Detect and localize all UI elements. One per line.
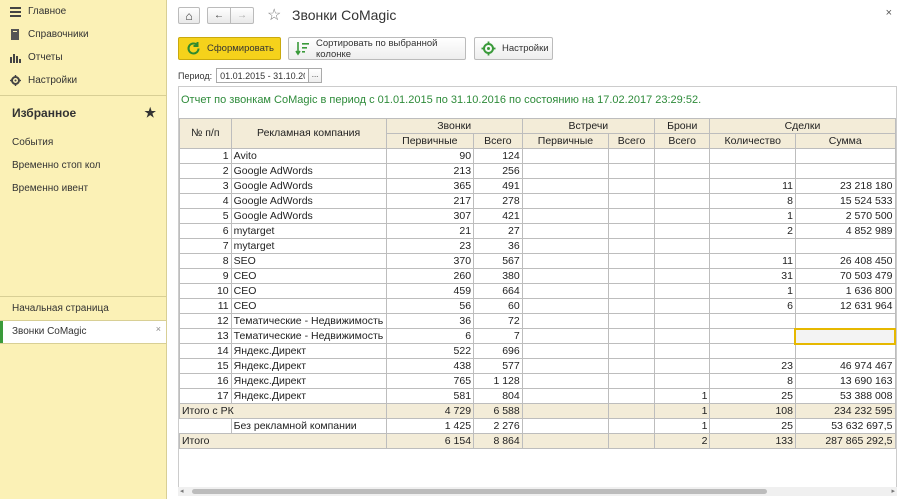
cell[interactable] bbox=[654, 374, 710, 389]
cell[interactable]: 70 503 479 bbox=[795, 269, 895, 284]
cell[interactable]: 1 bbox=[710, 284, 796, 299]
row-number[interactable]: 6 bbox=[180, 224, 232, 239]
row-number[interactable]: 16 bbox=[180, 374, 232, 389]
row-number[interactable]: 2 bbox=[180, 164, 232, 179]
sort-icon bbox=[295, 41, 310, 57]
cell[interactable]: 133 bbox=[710, 434, 796, 449]
favorite-item[interactable]: События bbox=[12, 137, 54, 148]
report-area[interactable] bbox=[178, 86, 897, 496]
table-row[interactable] bbox=[180, 284, 896, 299]
cell[interactable] bbox=[609, 254, 655, 269]
nav-item-label: Справочники bbox=[28, 29, 89, 40]
campaign-name[interactable]: Тематические - Недвижимость bbox=[231, 329, 386, 344]
cell[interactable]: 36 bbox=[474, 239, 523, 254]
cell[interactable] bbox=[654, 194, 710, 209]
header-meetings-total[interactable]: Всего bbox=[609, 134, 655, 149]
no-campaign-label: Без рекламной компании bbox=[231, 419, 386, 434]
open-window-label: Начальная страница bbox=[12, 303, 109, 314]
report-table bbox=[179, 118, 896, 449]
cell[interactable] bbox=[609, 269, 655, 284]
cell[interactable]: 2 276 bbox=[474, 419, 523, 434]
table-row[interactable] bbox=[180, 224, 896, 239]
nav-item-label: Главное bbox=[28, 6, 67, 17]
row-number[interactable]: 3 bbox=[180, 179, 232, 194]
cell[interactable]: 4 852 989 bbox=[795, 224, 895, 239]
cell[interactable]: 60 bbox=[474, 299, 523, 314]
cell[interactable] bbox=[522, 269, 608, 284]
cell[interactable] bbox=[522, 344, 608, 359]
cell[interactable] bbox=[795, 149, 895, 164]
forward-icon: → bbox=[237, 10, 247, 21]
cell[interactable]: 23 bbox=[386, 239, 473, 254]
cell[interactable]: 1 bbox=[654, 419, 710, 434]
period-row bbox=[178, 68, 322, 83]
nav-item-settings[interactable] bbox=[0, 69, 166, 92]
cell[interactable]: 15 524 533 bbox=[795, 194, 895, 209]
cell[interactable]: 23 218 180 bbox=[795, 179, 895, 194]
table-row[interactable] bbox=[180, 374, 896, 389]
nav-item-label: Отчеты bbox=[28, 52, 63, 63]
campaign-name[interactable]: Яндекс.Директ bbox=[231, 389, 386, 404]
cell[interactable]: 6 154 bbox=[386, 434, 473, 449]
cell[interactable] bbox=[654, 314, 710, 329]
cell[interactable] bbox=[654, 344, 710, 359]
cell[interactable] bbox=[710, 239, 796, 254]
cell[interactable]: 46 974 467 bbox=[795, 359, 895, 374]
cell[interactable] bbox=[795, 164, 895, 179]
cell[interactable] bbox=[654, 254, 710, 269]
cell[interactable]: 421 bbox=[474, 209, 523, 224]
sidebar-divider bbox=[0, 343, 166, 344]
table-row[interactable] bbox=[180, 254, 896, 269]
cell[interactable]: 6 bbox=[386, 329, 473, 344]
table-row[interactable] bbox=[180, 344, 896, 359]
open-window-comagic[interactable] bbox=[0, 321, 166, 343]
cell[interactable] bbox=[609, 389, 655, 404]
cell[interactable]: 577 bbox=[474, 359, 523, 374]
nav-item-main[interactable] bbox=[0, 0, 166, 23]
cell[interactable] bbox=[609, 224, 655, 239]
cell[interactable] bbox=[522, 329, 608, 344]
campaign-name[interactable]: Яндекс.Директ bbox=[231, 359, 386, 374]
cell[interactable]: 380 bbox=[474, 269, 523, 284]
table-row[interactable] bbox=[180, 269, 896, 284]
cell[interactable]: 56 bbox=[386, 299, 473, 314]
cell[interactable] bbox=[609, 404, 655, 419]
campaign-name[interactable]: Google AdWords bbox=[231, 194, 386, 209]
open-window-label: Звонки CoMagic bbox=[12, 326, 87, 337]
cell[interactable] bbox=[609, 434, 655, 449]
table-row[interactable] bbox=[180, 314, 896, 329]
campaign-name[interactable]: Тематические - Недвижимость bbox=[231, 314, 386, 329]
cell[interactable] bbox=[609, 329, 655, 344]
campaign-name[interactable]: mytarget bbox=[231, 239, 386, 254]
header-meetings-primary[interactable]: Первичные bbox=[522, 134, 608, 149]
favorite-item[interactable]: Временно ивент bbox=[12, 183, 89, 194]
cell[interactable]: 287 865 292,5 bbox=[795, 434, 895, 449]
cell[interactable]: 1 bbox=[654, 404, 710, 419]
cell[interactable]: 36 bbox=[386, 314, 473, 329]
book-icon bbox=[9, 29, 21, 41]
cell[interactable]: 2 570 500 bbox=[795, 209, 895, 224]
cell[interactable] bbox=[522, 194, 608, 209]
cell[interactable] bbox=[522, 224, 608, 239]
cell[interactable]: 256 bbox=[474, 164, 523, 179]
period-label: Период: bbox=[178, 70, 213, 81]
cell[interactable]: 72 bbox=[474, 314, 523, 329]
table-row[interactable] bbox=[180, 209, 896, 224]
header-bookings[interactable]: Брони bbox=[654, 119, 710, 134]
header-calls[interactable]: Звонки bbox=[386, 119, 522, 134]
cell[interactable]: 8 864 bbox=[474, 434, 523, 449]
main-content bbox=[167, 0, 900, 499]
back-button[interactable] bbox=[207, 7, 231, 24]
period-select-button[interactable]: ... bbox=[309, 68, 322, 83]
cell[interactable]: 27 bbox=[474, 224, 523, 239]
cell[interactable]: 1 128 bbox=[474, 374, 523, 389]
cell[interactable] bbox=[609, 284, 655, 299]
cell[interactable] bbox=[609, 179, 655, 194]
campaign-name[interactable]: Google AdWords bbox=[231, 164, 386, 179]
cell[interactable]: 1 bbox=[654, 389, 710, 404]
cell[interactable]: 459 bbox=[386, 284, 473, 299]
cell[interactable] bbox=[522, 314, 608, 329]
sidebar-divider bbox=[0, 296, 166, 297]
campaign-name[interactable]: CEO bbox=[231, 299, 386, 314]
campaign-name[interactable]: Google AdWords bbox=[231, 179, 386, 194]
cell[interactable] bbox=[710, 149, 796, 164]
row-number[interactable]: 17 bbox=[180, 389, 232, 404]
cell[interactable]: 13 690 163 bbox=[795, 374, 895, 389]
cell[interactable] bbox=[609, 194, 655, 209]
cell[interactable] bbox=[654, 284, 710, 299]
campaign-name[interactable]: Яндекс.Директ bbox=[231, 374, 386, 389]
cell[interactable]: 696 bbox=[474, 344, 523, 359]
header-deals-count[interactable]: Количество bbox=[710, 134, 796, 149]
subtotal-row[interactable] bbox=[180, 404, 896, 419]
table-header-row bbox=[180, 119, 896, 134]
cell[interactable] bbox=[609, 314, 655, 329]
table-row[interactable] bbox=[180, 359, 896, 374]
generate-label: Сформировать bbox=[207, 43, 274, 54]
cell[interactable]: 370 bbox=[386, 254, 473, 269]
cell[interactable]: 234 232 595 bbox=[795, 404, 895, 419]
cell[interactable] bbox=[654, 209, 710, 224]
cell[interactable] bbox=[522, 209, 608, 224]
cell[interactable]: 1 bbox=[710, 209, 796, 224]
cell[interactable] bbox=[609, 374, 655, 389]
period-input[interactable] bbox=[216, 68, 309, 83]
row-number[interactable]: 15 bbox=[180, 359, 232, 374]
header-campaign[interactable]: Рекламная компания bbox=[231, 119, 386, 149]
campaign-name[interactable]: Яндекс.Директ bbox=[231, 344, 386, 359]
cell[interactable] bbox=[522, 389, 608, 404]
cell[interactable]: 522 bbox=[386, 344, 473, 359]
gear-icon bbox=[9, 75, 21, 87]
settings-button[interactable] bbox=[474, 37, 553, 60]
cell[interactable] bbox=[522, 149, 608, 164]
cell[interactable]: 31 bbox=[710, 269, 796, 284]
cell[interactable] bbox=[795, 314, 895, 329]
cell[interactable]: 804 bbox=[474, 389, 523, 404]
scroll-left-icon[interactable]: ◂ bbox=[180, 488, 184, 495]
nav-item-directories[interactable] bbox=[0, 23, 166, 46]
row-number[interactable]: 12 bbox=[180, 314, 232, 329]
table-row[interactable] bbox=[180, 164, 896, 179]
cell[interactable]: 567 bbox=[474, 254, 523, 269]
no-campaign-row[interactable] bbox=[180, 419, 896, 434]
table-row[interactable] bbox=[180, 389, 896, 404]
row-number[interactable]: 4 bbox=[180, 194, 232, 209]
row-number[interactable]: 13 bbox=[180, 329, 232, 344]
cell[interactable]: 7 bbox=[474, 329, 523, 344]
cell[interactable] bbox=[522, 434, 608, 449]
header-deals-sum[interactable]: Сумма bbox=[795, 134, 895, 149]
home-button[interactable] bbox=[178, 7, 200, 24]
generate-button[interactable] bbox=[178, 37, 281, 60]
cell[interactable] bbox=[522, 179, 608, 194]
cell[interactable] bbox=[522, 299, 608, 314]
table-row[interactable] bbox=[180, 329, 896, 344]
refresh-icon bbox=[185, 41, 201, 57]
table-body bbox=[180, 149, 896, 404]
header-num[interactable]: № п/п bbox=[180, 119, 232, 149]
campaign-name[interactable]: mytarget bbox=[231, 224, 386, 239]
cell[interactable] bbox=[522, 404, 608, 419]
favorites-header bbox=[0, 102, 166, 124]
cell[interactable]: 108 bbox=[710, 404, 796, 419]
cell[interactable]: 2 bbox=[654, 434, 710, 449]
report-title: Отчет по звонкам CoMagic в период с 01.01.2015 по 31.10.2016 по состоянию на 17.02.2017 23:29:52. bbox=[181, 94, 702, 106]
open-window-home[interactable] bbox=[0, 298, 166, 320]
horizontal-scrollbar[interactable] bbox=[178, 487, 897, 496]
cell[interactable] bbox=[795, 239, 895, 254]
campaign-name[interactable]: CEO bbox=[231, 269, 386, 284]
cell[interactable]: 12 631 964 bbox=[795, 299, 895, 314]
row-number[interactable]: 11 bbox=[180, 299, 232, 314]
grand-total-row[interactable] bbox=[180, 434, 896, 449]
cell[interactable] bbox=[609, 239, 655, 254]
cell[interactable]: 491 bbox=[474, 179, 523, 194]
cell[interactable]: 4 729 bbox=[386, 404, 473, 419]
cell[interactable] bbox=[654, 164, 710, 179]
cell[interactable]: 1 636 800 bbox=[795, 284, 895, 299]
table-row[interactable] bbox=[180, 194, 896, 209]
favorite-item[interactable]: Временно стоп кол bbox=[12, 160, 101, 171]
sidebar-divider bbox=[0, 95, 166, 96]
cell[interactable] bbox=[654, 149, 710, 164]
cell[interactable]: 21 bbox=[386, 224, 473, 239]
row-number[interactable]: 1 bbox=[180, 149, 232, 164]
cell[interactable]: 217 bbox=[386, 194, 473, 209]
open-windows-list bbox=[0, 296, 166, 344]
cell[interactable]: 6 bbox=[710, 299, 796, 314]
sort-button[interactable] bbox=[288, 37, 466, 60]
cell[interactable]: 25 bbox=[710, 389, 796, 404]
cell[interactable] bbox=[522, 239, 608, 254]
cell[interactable]: 90 bbox=[386, 149, 473, 164]
cell[interactable] bbox=[522, 374, 608, 389]
cell[interactable]: 23 bbox=[710, 359, 796, 374]
table-row[interactable] bbox=[180, 149, 896, 164]
window-titlebar bbox=[167, 0, 900, 30]
cell[interactable]: 11 bbox=[710, 254, 796, 269]
menu-icon bbox=[9, 6, 21, 18]
forward-button[interactable] bbox=[230, 7, 254, 24]
favorite-star-icon[interactable]: ☆ bbox=[267, 7, 282, 24]
command-bar bbox=[167, 37, 900, 61]
cell[interactable]: 664 bbox=[474, 284, 523, 299]
cell[interactable] bbox=[795, 329, 895, 344]
cell[interactable]: 8 bbox=[710, 194, 796, 209]
campaign-name[interactable]: Avito bbox=[231, 149, 386, 164]
sort-label: Сортировать по выбранной колонке bbox=[316, 37, 438, 60]
cell[interactable] bbox=[609, 299, 655, 314]
table-row[interactable] bbox=[180, 239, 896, 254]
row-number[interactable]: 9 bbox=[180, 269, 232, 284]
cell[interactable] bbox=[609, 419, 655, 434]
cell[interactable] bbox=[710, 314, 796, 329]
cell[interactable] bbox=[710, 164, 796, 179]
header-bookings-total[interactable]: Всего bbox=[654, 134, 710, 149]
cell[interactable]: 53 388 008 bbox=[795, 389, 895, 404]
gear-icon bbox=[481, 41, 496, 57]
cell[interactable] bbox=[654, 299, 710, 314]
cell[interactable] bbox=[654, 329, 710, 344]
star-icon[interactable]: ★ bbox=[144, 105, 156, 120]
cell[interactable] bbox=[609, 209, 655, 224]
subtotal-label: Итого с РК bbox=[180, 404, 387, 419]
cell[interactable]: 438 bbox=[386, 359, 473, 374]
scroll-right-icon[interactable]: ▸ bbox=[891, 488, 895, 495]
cell[interactable]: 2 bbox=[710, 224, 796, 239]
cell[interactable] bbox=[710, 329, 796, 344]
cell[interactable]: 53 632 697,5 bbox=[795, 419, 895, 434]
cell[interactable]: 365 bbox=[386, 179, 473, 194]
sidebar bbox=[0, 0, 167, 499]
header-calls-total[interactable]: Всего bbox=[474, 134, 523, 149]
cell[interactable] bbox=[609, 164, 655, 179]
cell[interactable]: 124 bbox=[474, 149, 523, 164]
cell[interactable] bbox=[654, 179, 710, 194]
cell[interactable]: 581 bbox=[386, 389, 473, 404]
nav-item-reports[interactable] bbox=[0, 46, 166, 69]
cell[interactable] bbox=[654, 269, 710, 284]
cell[interactable] bbox=[654, 239, 710, 254]
cell[interactable] bbox=[522, 419, 608, 434]
cell[interactable] bbox=[710, 344, 796, 359]
window-title: Звонки CoMagic bbox=[292, 7, 397, 23]
row-number[interactable]: 7 bbox=[180, 239, 232, 254]
back-icon: ← bbox=[214, 10, 224, 21]
cell[interactable] bbox=[654, 359, 710, 374]
cell[interactable] bbox=[609, 344, 655, 359]
cell[interactable] bbox=[609, 359, 655, 374]
cell[interactable]: 765 bbox=[386, 374, 473, 389]
nav-item-label: Настройки bbox=[28, 75, 78, 86]
cell[interactable]: 1 425 bbox=[386, 419, 473, 434]
favorites-title: Избранное bbox=[12, 106, 77, 120]
settings-label: Настройки bbox=[502, 43, 549, 54]
cell[interactable]: 278 bbox=[474, 194, 523, 209]
cell[interactable]: 307 bbox=[386, 209, 473, 224]
row-number[interactable]: 10 bbox=[180, 284, 232, 299]
row-number[interactable]: 14 bbox=[180, 344, 232, 359]
grand-total-label: Итого bbox=[180, 434, 387, 449]
campaign-name[interactable]: SEO bbox=[231, 254, 386, 269]
header-deals[interactable]: Сделки bbox=[710, 119, 895, 134]
chart-icon bbox=[9, 52, 21, 64]
cell[interactable] bbox=[522, 359, 608, 374]
cell[interactable]: 26 408 450 bbox=[795, 254, 895, 269]
cell[interactable]: 213 bbox=[386, 164, 473, 179]
close-icon[interactable]: × bbox=[155, 324, 161, 334]
header-calls-primary[interactable]: Первичные bbox=[386, 134, 473, 149]
campaign-name[interactable]: Google AdWords bbox=[231, 209, 386, 224]
table-row[interactable] bbox=[180, 179, 896, 194]
cell bbox=[180, 419, 232, 434]
cell[interactable] bbox=[522, 284, 608, 299]
cell[interactable]: 8 bbox=[710, 374, 796, 389]
cell[interactable]: 260 bbox=[386, 269, 473, 284]
cell[interactable]: 11 bbox=[710, 179, 796, 194]
header-meetings[interactable]: Встречи bbox=[522, 119, 654, 134]
window-close-icon[interactable]: × bbox=[885, 7, 892, 19]
cell[interactable]: 6 588 bbox=[474, 404, 523, 419]
cell[interactable] bbox=[522, 164, 608, 179]
row-number[interactable]: 5 bbox=[180, 209, 232, 224]
row-number[interactable]: 8 bbox=[180, 254, 232, 269]
home-icon: ⌂ bbox=[185, 8, 193, 23]
scrollbar-thumb[interactable] bbox=[192, 489, 767, 494]
campaign-name[interactable]: CEO bbox=[231, 284, 386, 299]
table-row[interactable] bbox=[180, 299, 896, 314]
cell[interactable] bbox=[795, 344, 895, 359]
cell[interactable] bbox=[654, 224, 710, 239]
cell[interactable] bbox=[522, 254, 608, 269]
cell[interactable] bbox=[609, 149, 655, 164]
cell[interactable]: 25 bbox=[710, 419, 796, 434]
